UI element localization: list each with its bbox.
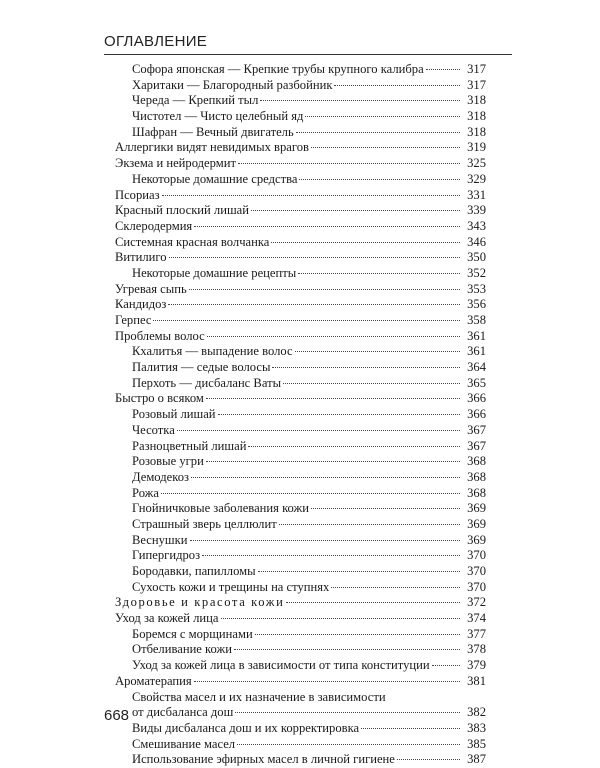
toc-entry-page: 382: [467, 705, 486, 720]
toc-entry: [115, 423, 486, 439]
dot-leader: [361, 728, 460, 729]
toc-entry-page: 369: [467, 516, 486, 531]
toc-entry-page: 364: [467, 360, 486, 375]
toc-entry-page: 368: [467, 485, 486, 500]
dot-leader: [260, 100, 460, 101]
toc-entry: [115, 329, 486, 345]
toc-entry-title: Разноцветный лишай: [132, 438, 247, 453]
toc-entry-title: Аллергики видят невидимых врагов: [115, 140, 309, 155]
dot-leader: [206, 398, 460, 399]
toc-entry-title: Использование эфирных масел в личной гигиене: [132, 752, 395, 767]
toc-entry-title-cont: от дисбаланса дош: [132, 705, 234, 720]
toc-entry: [115, 172, 486, 188]
toc-entry-page: 318: [467, 93, 486, 108]
toc-entry: [115, 62, 486, 78]
toc-entry-title: Розовый лишай: [132, 407, 216, 422]
toc-entry-page: 370: [467, 579, 486, 594]
toc-entry-page: 350: [467, 250, 486, 265]
toc-entry-page: 318: [467, 124, 486, 139]
page-number: 668: [104, 707, 130, 724]
toc-entry-page: 369: [467, 501, 486, 516]
dot-leader: [161, 493, 460, 494]
toc-entry-page: 387: [467, 752, 486, 767]
dot-leader: [271, 242, 460, 243]
toc-entry-title: Виды дисбаланса дош и их корректировка: [132, 720, 360, 735]
toc-entry-page: 367: [467, 422, 486, 437]
toc-entry: [115, 517, 486, 533]
toc-entry-page: 329: [467, 171, 486, 186]
toc-entry-page: 366: [467, 407, 486, 422]
page-header-title: ОГЛАВЛЕНИЕ: [104, 33, 208, 50]
toc-entry-page: 353: [467, 281, 486, 296]
toc-entry: [115, 78, 486, 94]
dot-leader: [169, 257, 460, 258]
dot-leader: [397, 759, 460, 760]
dot-leader: [207, 336, 460, 337]
toc-entry: [115, 642, 486, 658]
dot-leader: [311, 147, 460, 148]
toc-entry-title: Некоторые домашние средства: [132, 171, 298, 186]
dot-leader: [194, 226, 460, 227]
toc-entry: [115, 266, 486, 282]
dot-leader: [235, 712, 460, 713]
toc-entry: [115, 454, 486, 470]
toc-entry: [115, 690, 486, 721]
toc-entry: [115, 658, 486, 674]
toc-entry-title: Экзема и нейродермит: [115, 156, 236, 171]
toc-entry-title: Здоровье и красота кожи: [115, 595, 285, 610]
toc-entry: [115, 470, 486, 486]
toc-entry-page: 378: [467, 642, 486, 657]
dot-leader: [189, 289, 460, 290]
dot-leader: [331, 587, 460, 588]
toc-entry: [115, 360, 486, 376]
toc-entry-page: 383: [467, 720, 486, 735]
toc-entry: [115, 109, 486, 125]
toc-entry: [115, 203, 486, 219]
toc-entry: [115, 219, 486, 235]
toc-entry-page: 374: [467, 611, 486, 626]
toc-entry-page: 361: [467, 328, 486, 343]
toc-entry: [115, 564, 486, 580]
dot-leader: [191, 477, 460, 478]
toc-entry-title: Череда — Крепкий тыл: [132, 93, 259, 108]
toc-entry: [115, 407, 486, 423]
toc-entry: [115, 674, 486, 690]
toc-entry: [115, 486, 486, 502]
dot-leader: [221, 618, 460, 619]
dot-leader: [238, 163, 460, 164]
toc-entry-page: 343: [467, 218, 486, 233]
toc-entry: [115, 297, 486, 313]
toc-entry-page: 367: [467, 438, 486, 453]
toc-entry-title: Свойства масел и их назначение в зависимости: [132, 689, 386, 704]
toc-entry-title: Проблемы волос: [115, 328, 205, 343]
toc-entry-page: 377: [467, 626, 486, 641]
toc-entry-title: Уход за кожей лица в зависимости от типа конституции: [132, 658, 430, 673]
toc-entry-page: 385: [467, 736, 486, 751]
toc-entry-title: Бородавки, папилломы: [132, 564, 256, 578]
toc-entry-title: Розовые угри: [132, 454, 204, 469]
toc-entry: [115, 721, 486, 737]
toc-entry-title: Отбеливание кожи: [132, 642, 232, 657]
dot-leader: [296, 132, 460, 133]
toc-entry-title: Витилиго: [115, 250, 167, 265]
dot-leader: [272, 367, 460, 368]
toc-entry-page: 368: [467, 469, 486, 484]
dot-leader: [426, 69, 460, 70]
toc-entry-title: Страшный зверь целлюлит: [132, 516, 277, 531]
toc-entry-title: Ароматерапия: [115, 673, 192, 688]
dot-leader: [251, 210, 460, 211]
toc-entry: [115, 611, 486, 627]
toc-entry: [115, 250, 486, 266]
toc-entry: [115, 282, 486, 298]
toc-entry: [115, 188, 486, 204]
toc-entry-title: Смешивание масел: [132, 736, 236, 751]
toc-entry-title: Угревая сыпь: [115, 281, 187, 296]
toc-entry-title: Шафран — Вечный двигатель: [132, 124, 294, 139]
toc-entry-title: Перхоть — дисбаланс Ваты: [132, 375, 282, 390]
toc-entry-page: 356: [467, 297, 486, 312]
dot-leader: [305, 116, 460, 117]
dot-leader: [311, 508, 460, 509]
toc-entry-page: 319: [467, 140, 486, 155]
toc-entry-page: 361: [467, 344, 486, 359]
toc-entry-title: Некоторые домашние рецепты: [132, 265, 297, 280]
dot-leader: [283, 383, 460, 384]
dot-leader: [432, 665, 460, 666]
toc-entry-title: Кхалитья — выпадение волос: [132, 344, 293, 359]
toc-entry-page: 352: [467, 265, 486, 280]
header-rule: [104, 54, 512, 55]
dot-leader: [162, 195, 460, 196]
toc-entry-page: 370: [467, 548, 486, 563]
toc-entry-page: 317: [467, 77, 486, 92]
toc-entry-page: 379: [467, 658, 486, 673]
toc-entry: [115, 376, 486, 392]
toc-entry-page: 372: [467, 595, 486, 610]
toc-entry-page: 369: [467, 532, 486, 547]
toc-entry-title: Боремся с морщинами: [132, 626, 253, 641]
dot-leader: [299, 179, 460, 180]
dot-leader: [177, 430, 460, 431]
toc-entry-page: 370: [467, 564, 486, 578]
toc-entry: [115, 595, 486, 611]
toc-entry-title: Демодекоз: [132, 469, 189, 484]
dot-leader: [258, 571, 460, 572]
toc-entry: [115, 391, 486, 407]
toc-entry-page: 317: [467, 62, 486, 76]
toc-entry-title: Уход за кожей лица: [115, 611, 219, 626]
toc-entry: [115, 344, 486, 360]
toc-entry-page: 331: [467, 187, 486, 202]
dot-leader: [248, 446, 460, 447]
toc-entry-page: 339: [467, 203, 486, 218]
dot-leader: [218, 414, 460, 415]
toc-entry: [115, 752, 486, 768]
toc-entry-title: Сухость кожи и трещины на ступнях: [132, 579, 330, 594]
toc-entry-title: Герпес: [115, 313, 152, 327]
dot-leader: [190, 540, 461, 541]
toc-entry: [115, 235, 486, 251]
dot-leader: [237, 744, 460, 745]
dot-leader: [153, 320, 460, 321]
toc-entry-title: Чистотел — Чисто целебный яд: [132, 109, 304, 124]
toc-entry-title: Быстро о всяком: [115, 391, 204, 406]
toc-entry-title: Системная красная волчанка: [115, 234, 270, 249]
toc-entry-title: Кандидоз: [115, 297, 167, 312]
table-of-contents: [115, 62, 486, 768]
dot-leader: [286, 602, 460, 603]
toc-entry: [115, 627, 486, 643]
toc-entry: [115, 313, 486, 329]
dot-leader: [334, 85, 460, 86]
dot-leader: [194, 681, 460, 682]
toc-entry-title: Псориаз: [115, 187, 160, 202]
toc-entry-title: Красный плоский лишай: [115, 203, 249, 218]
toc-entry: [115, 533, 486, 549]
toc-entry-title: Чесотка: [132, 422, 175, 437]
toc-entry-page: 358: [467, 313, 486, 327]
toc-entry-page: 325: [467, 156, 486, 171]
toc-entry-title: Гипергидроз: [132, 548, 201, 563]
toc-entry-title: Веснушки: [132, 532, 188, 547]
dot-leader: [255, 634, 460, 635]
toc-entry: [115, 125, 486, 141]
toc-entry: [115, 501, 486, 517]
toc-entry-title: Палития — седые волосы: [132, 360, 271, 375]
dot-leader: [295, 351, 460, 352]
dot-leader: [168, 304, 460, 305]
dot-leader: [298, 273, 460, 274]
dot-leader: [234, 649, 460, 650]
toc-entry: [115, 93, 486, 109]
dot-leader: [279, 524, 460, 525]
toc-entry-page: 366: [467, 391, 486, 406]
toc-entry-title: Гнойничковые заболевания кожи: [132, 501, 309, 516]
dot-leader: [206, 461, 460, 462]
toc-entry: [115, 548, 486, 564]
toc-entry: [115, 156, 486, 172]
toc-entry: [115, 439, 486, 455]
toc-entry-title: Рожа: [132, 485, 159, 500]
toc-entry-page: 318: [467, 109, 486, 124]
toc-entry-page: 346: [467, 234, 486, 249]
toc-entry-title: Харитаки — Благородный разбойник: [132, 77, 333, 92]
toc-entry: [115, 580, 486, 596]
dot-leader: [202, 555, 460, 556]
toc-entry-page: 368: [467, 454, 486, 469]
toc-entry: [115, 140, 486, 156]
toc-entry-title: Склеродермия: [115, 218, 193, 233]
toc-entry-title: Софора японская — Крепкие трубы крупного калибра: [132, 62, 424, 76]
toc-entry-page: 381: [467, 673, 486, 688]
toc-entry-page: 365: [467, 375, 486, 390]
